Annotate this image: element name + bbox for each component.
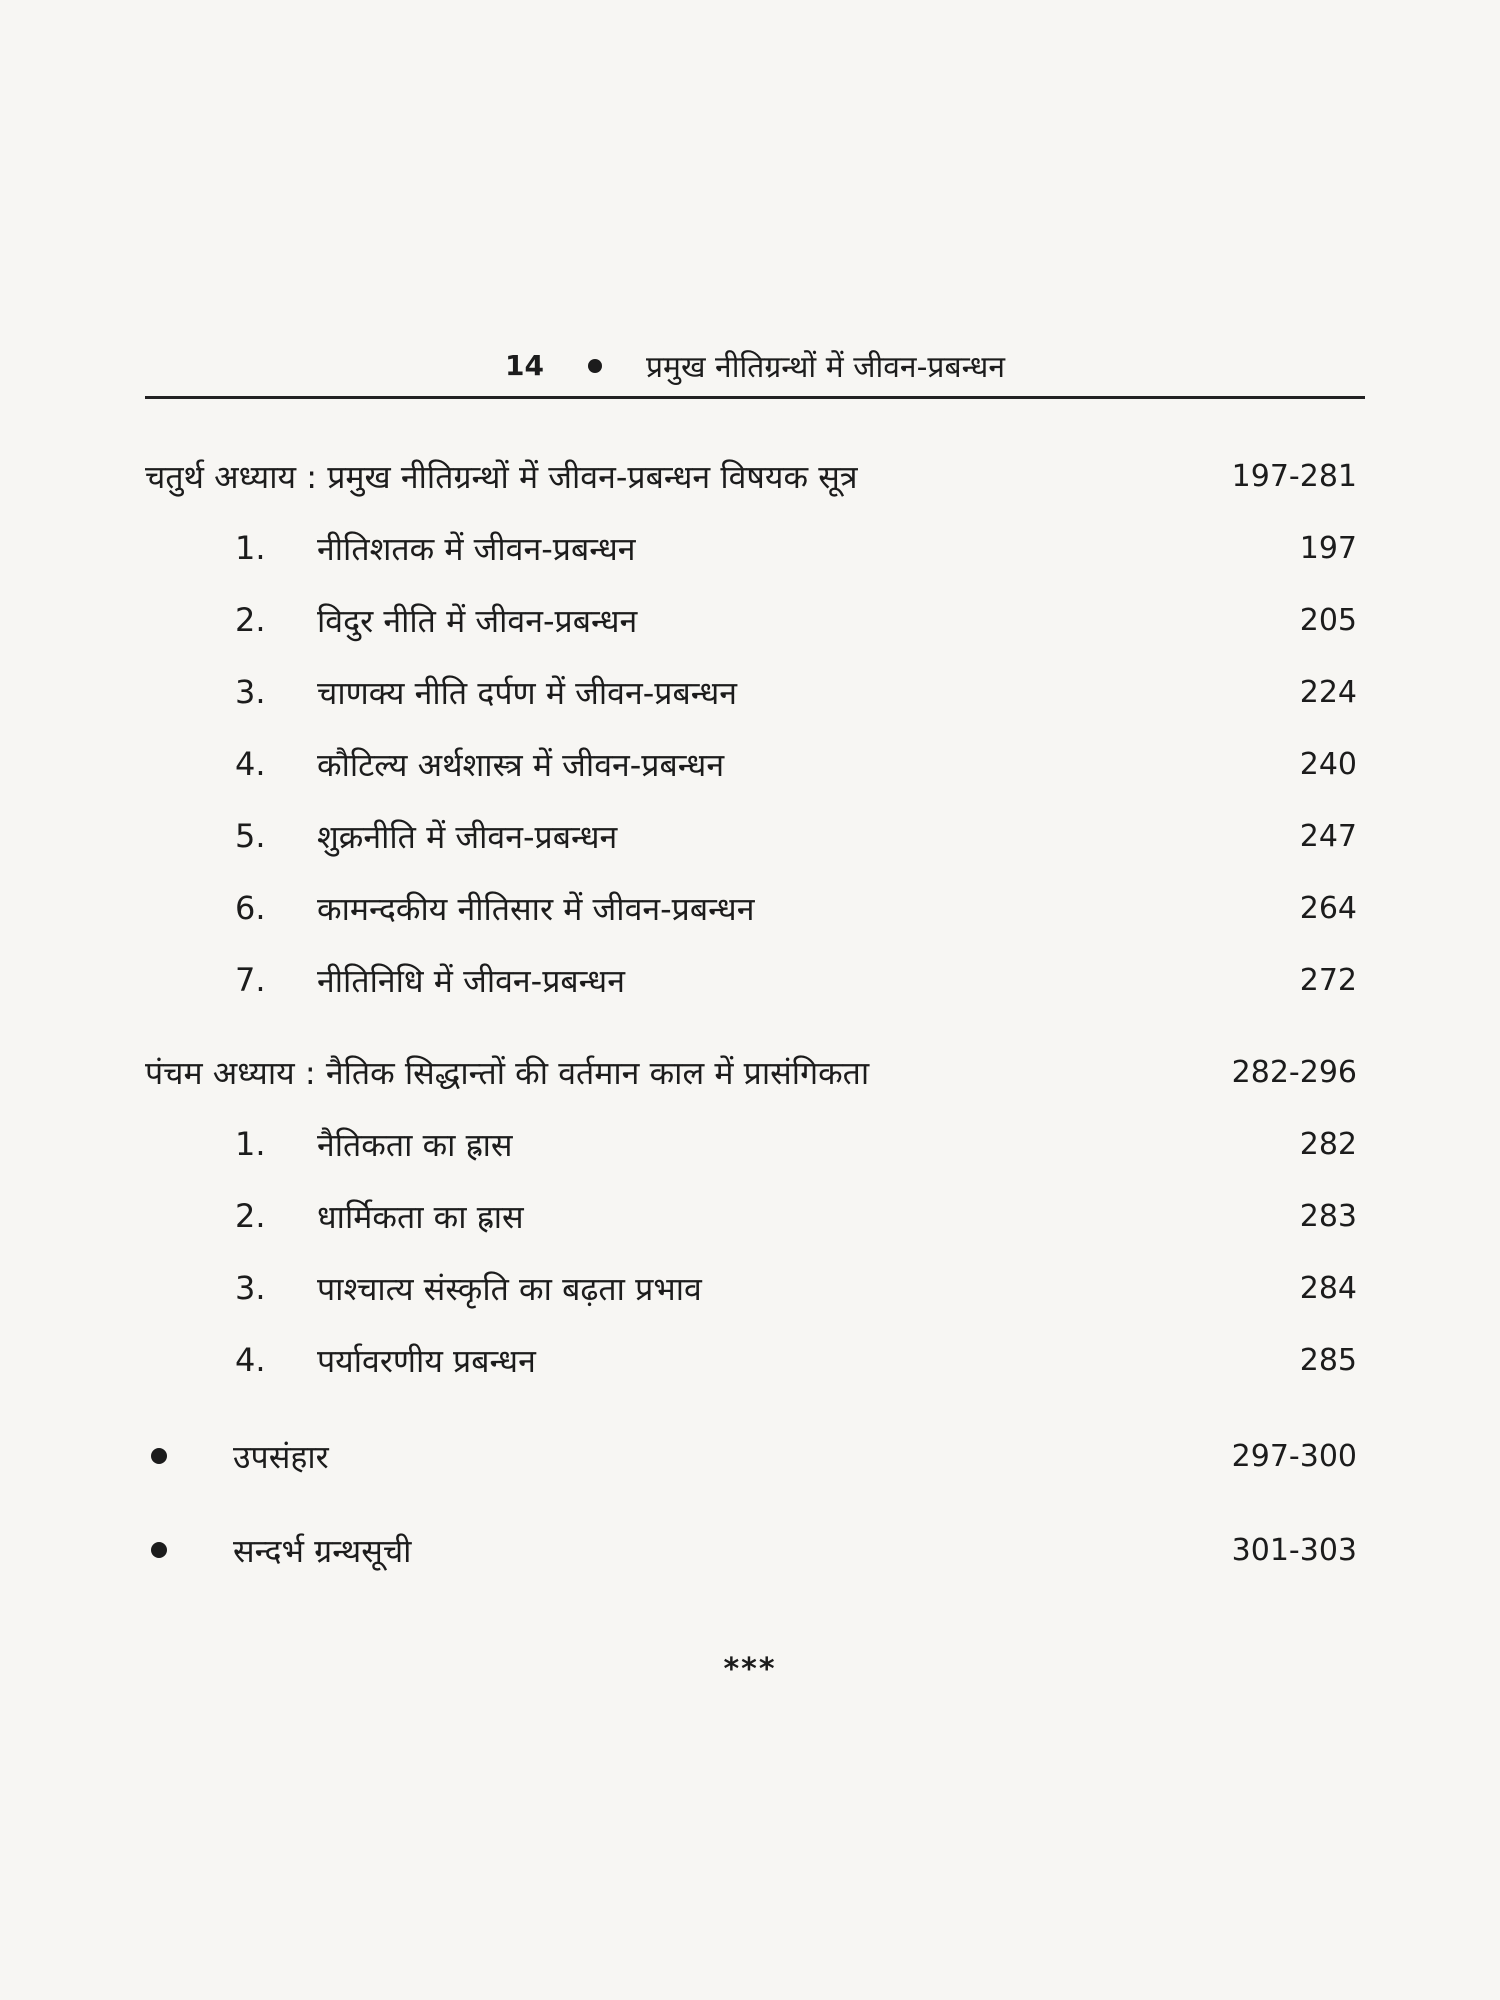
entry-page: 283 [1299, 1198, 1357, 1234]
entry-title: नीतिनिधि में जीवन-प्रबन्धन [317, 961, 625, 1000]
entry-title: पाश्चात्य संस्कृति का बढ़ता प्रभाव [317, 1269, 702, 1308]
toc-entry [145, 592, 1357, 648]
running-header [145, 345, 1365, 386]
entry-number: 6. [235, 889, 266, 927]
entry-number: 2. [235, 601, 266, 639]
entry-number: 1. [235, 529, 266, 567]
entry-title: कामन्दकीय नीतिसार में जीवन-प्रबन्धन [317, 889, 755, 928]
entry-number: 2. [235, 1197, 266, 1235]
chapter-page-range: 282-296 [1231, 1054, 1357, 1090]
entry-title: विदुर नीति में जीवन-प्रबन्धन [317, 601, 638, 640]
toc-extra-entry [145, 1428, 1357, 1484]
entry-page: 285 [1299, 1342, 1357, 1378]
entry-title: उपसंहार [233, 1437, 329, 1476]
header-divider [145, 396, 1365, 399]
entry-number: 3. [235, 1269, 266, 1307]
entry-number: 1. [235, 1125, 266, 1163]
entry-number: 4. [235, 745, 266, 783]
bullet-icon [151, 1542, 167, 1558]
entry-number: 5. [235, 817, 266, 855]
toc-entry [145, 664, 1357, 720]
chapter-title: पंचम अध्याय : नैतिक सिद्धान्तों की वर्तमान काल में प्रासंगिकता [145, 1053, 870, 1092]
entry-number: 4. [235, 1341, 266, 1379]
header-page-number: 14 [504, 349, 544, 382]
entry-page-range: 297-300 [1231, 1438, 1357, 1474]
entry-page: 224 [1299, 674, 1357, 710]
entry-title: पर्यावरणीय प्रबन्धन [317, 1341, 536, 1380]
entry-page: 247 [1299, 818, 1357, 854]
entry-page: 272 [1299, 962, 1357, 998]
chapter-heading [145, 448, 1357, 504]
section-end-mark: *** [723, 1652, 777, 1687]
toc-entry [145, 1260, 1357, 1316]
bullet-icon [588, 359, 602, 373]
entry-title: कौटिल्य अर्थशास्त्र में जीवन-प्रबन्धन [317, 745, 725, 784]
entry-title: नीतिशतक में जीवन-प्रबन्धन [317, 529, 636, 568]
entry-page-range: 301-303 [1231, 1532, 1357, 1568]
entry-title: चाणक्य नीति दर्पण में जीवन-प्रबन्धन [317, 673, 738, 712]
entry-page: 282 [1299, 1126, 1357, 1162]
entry-number: 7. [235, 961, 266, 999]
toc-entry [145, 1116, 1357, 1172]
header-book-title: प्रमुख नीतिग्रन्थों में जीवन-प्रबन्धन [645, 350, 1006, 385]
toc-entry [145, 880, 1357, 936]
entry-page: 264 [1299, 890, 1357, 926]
entry-title: सन्दर्भ ग्रन्थसूची [233, 1531, 412, 1570]
entry-title: शुक्रनीति में जीवन-प्रबन्धन [317, 817, 618, 856]
toc-entry [145, 952, 1357, 1008]
bullet-icon [151, 1448, 167, 1464]
entry-page: 284 [1299, 1270, 1357, 1306]
toc-entry [145, 1332, 1357, 1388]
entry-page: 197 [1299, 530, 1357, 566]
toc-entry [145, 736, 1357, 792]
toc-entry [145, 808, 1357, 864]
entry-title: धार्मिकता का ह्रास [317, 1197, 524, 1236]
toc-entry [145, 520, 1357, 576]
entry-page: 240 [1299, 746, 1357, 782]
entry-number: 3. [235, 673, 266, 711]
entry-page: 205 [1299, 602, 1357, 638]
entry-title: नैतिकता का ह्रास [317, 1125, 513, 1164]
toc-extra-entry [145, 1522, 1357, 1578]
chapter-heading [145, 1044, 1357, 1100]
chapter-page-range: 197-281 [1231, 458, 1357, 494]
toc-entry [145, 1188, 1357, 1244]
chapter-title: चतुर्थ अध्याय : प्रमुख नीतिग्रन्थों में जीवन-प्रबन्धन विषयक सूत्र [145, 457, 858, 496]
